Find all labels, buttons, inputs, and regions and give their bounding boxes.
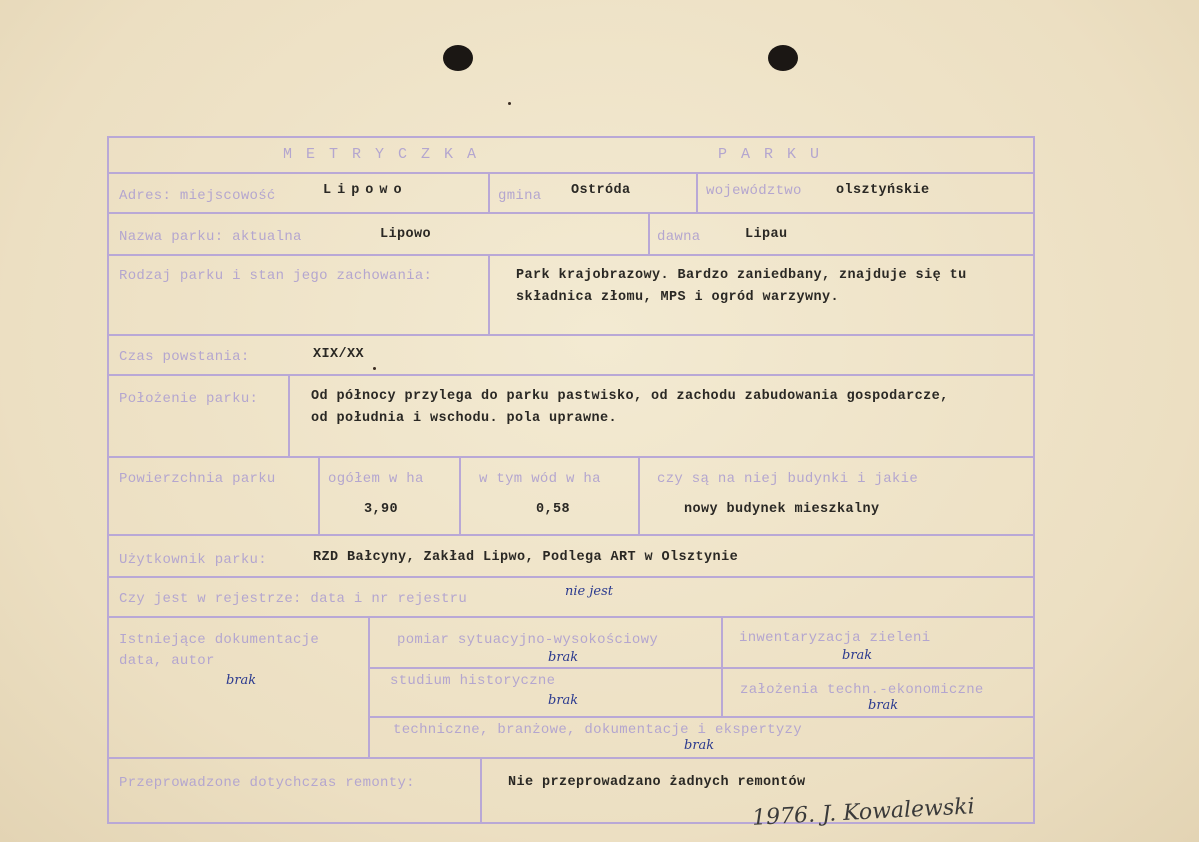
docs-label-line2: data, autor (119, 653, 215, 669)
gmina-label: gmina (498, 188, 542, 204)
park-name-label: Nazwa parku: aktualna (119, 229, 302, 245)
rule (696, 172, 698, 212)
rule (107, 212, 1034, 214)
rule (107, 334, 1034, 336)
rule (368, 716, 1034, 718)
location-line1: Od północy przylega do parku pastwisko, od zachodu zabudowania gospodarcze, (311, 389, 949, 404)
rule (638, 456, 640, 534)
rule (107, 374, 1034, 376)
rule (488, 254, 490, 334)
survey-label: pomiar sytuacyjno-wysokościowy (397, 632, 659, 648)
address-label: Adres: miejscowość (119, 188, 276, 204)
address-value: Lipowo (323, 183, 408, 198)
park-type-label: Rodzaj parku i stan jego zachowania: (119, 268, 433, 284)
area-label: Powierzchnia parku (119, 471, 276, 487)
register-value: nie jest (565, 584, 613, 599)
rule (368, 667, 1034, 669)
voivodeship-value: olsztyńskie (836, 183, 930, 198)
rule (721, 616, 723, 716)
header-title-left: METRYCZKA (283, 146, 491, 163)
rule (107, 757, 1034, 759)
rule (648, 212, 650, 254)
register-label: Czy jest w rejestrze: data i nr rejestru (119, 591, 468, 607)
rule (107, 534, 1034, 536)
location-label: Położenie parku: (119, 391, 259, 407)
punch-hole (768, 45, 798, 71)
buildings-value: nowy budynek mieszkalny (684, 502, 880, 517)
rule (288, 374, 290, 456)
user-label: Użytkownik parku: (119, 552, 267, 568)
docs-author-value: brak (226, 673, 257, 688)
area-total-value: 3,90 (364, 502, 399, 517)
voivodeship-label: województwo (706, 183, 802, 199)
rule (480, 757, 482, 822)
rule (107, 456, 1034, 458)
rule (1033, 136, 1035, 824)
area-water-label: w tym wód w ha (479, 471, 601, 487)
buildings-label: czy są na niej budynki i jakie (657, 471, 919, 487)
location-line2: od południa i wschodu. pola uprawne. (311, 411, 618, 426)
gmina-value: Ostróda (571, 183, 631, 198)
park-type-line1: Park krajobrazowy. Bardzo zaniedbany, znajduje się tu (516, 268, 967, 283)
signature: 1976. J. Kowalewski (751, 794, 976, 831)
rule (107, 616, 1034, 618)
repairs-value: Nie przeprowadzano żadnych remontów (508, 775, 806, 790)
origin-value: XIX/XX (313, 347, 365, 362)
inventory-value: brak (842, 648, 873, 663)
tech-docs-value: brak (684, 738, 715, 753)
rule (107, 576, 1034, 578)
punch-hole (443, 45, 473, 71)
rule (488, 172, 490, 212)
park-name-value: Lipowo (380, 227, 432, 242)
history-value: brak (548, 693, 579, 708)
rule (318, 456, 320, 534)
history-label: studium historyczne (390, 673, 556, 689)
rule (107, 172, 1034, 174)
rule (368, 616, 370, 757)
rule (107, 254, 1034, 256)
area-total-label: ogółem w ha (328, 471, 424, 487)
user-value: RZD Bałcyny, Zakład Lipwo, Podlega ART w Olsztynie (313, 550, 739, 565)
docs-label-line1: Istniejące dokumentacje (119, 632, 320, 648)
repairs-label: Przeprowadzone dotychczas remonty: (119, 775, 415, 791)
survey-value: brak (548, 650, 579, 665)
tech-label: założenia techn.-ekonomiczne (740, 682, 984, 698)
former-name-value: Lipau (745, 227, 788, 242)
area-water-value: 0,58 (536, 502, 571, 517)
header-title-right: PARKU (718, 146, 834, 163)
tech-docs-label: techniczne, branżowe, dokumentacje i ekspertyzy (393, 722, 802, 738)
rule (107, 136, 109, 824)
speck (373, 367, 376, 370)
rule (107, 136, 1034, 138)
rule (459, 456, 461, 534)
origin-label: Czas powstania: (119, 349, 250, 365)
inventory-label: inwentaryzacja zieleni (739, 630, 931, 646)
tech-value: brak (868, 698, 899, 713)
park-type-line2: składnica złomu, MPS i ogród warzywny. (516, 290, 840, 305)
former-name-label: dawna (657, 229, 701, 245)
speck (508, 102, 511, 105)
